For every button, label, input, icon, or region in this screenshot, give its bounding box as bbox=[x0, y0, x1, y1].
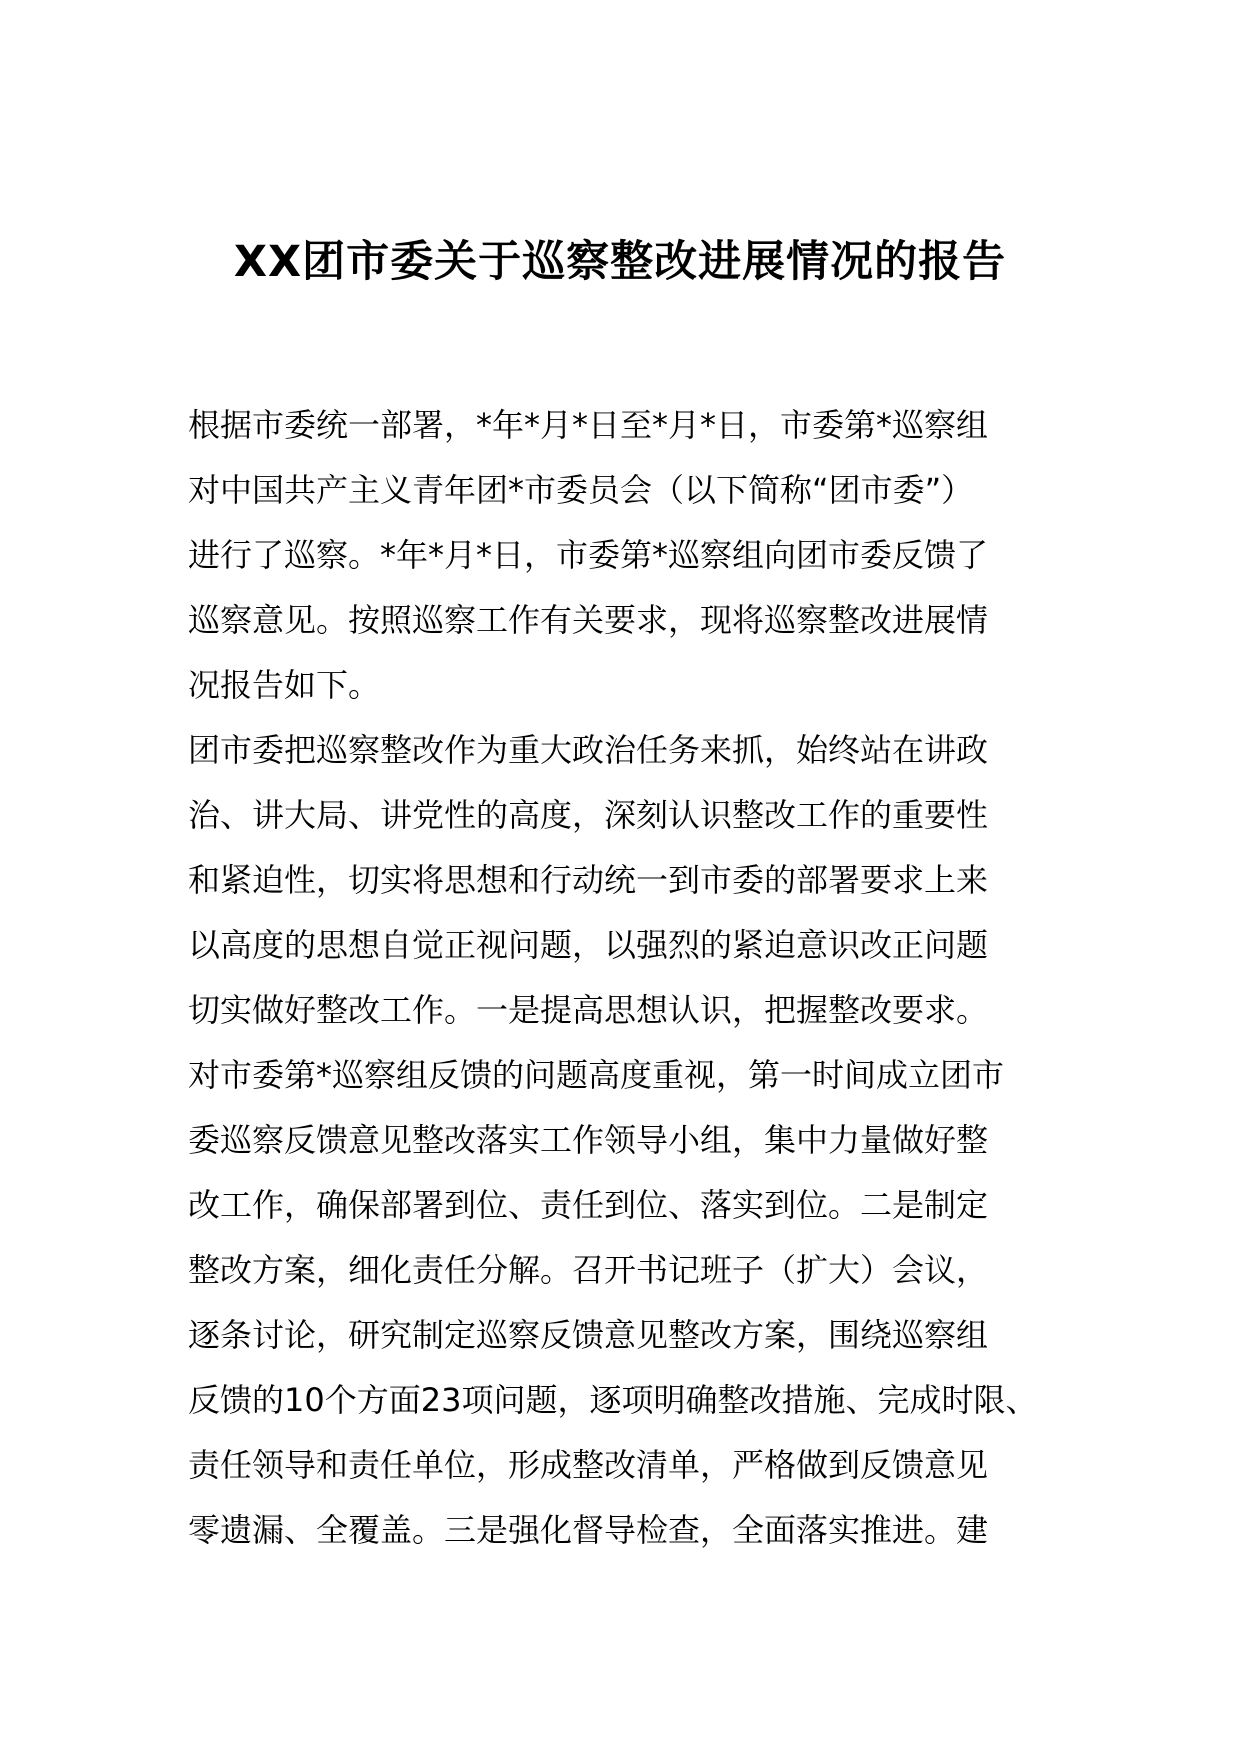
paragraph-1-line-2: 对中国共产主义青年团*市委员会（以下简称“团市委”） bbox=[188, 471, 974, 509]
paragraph-2-line-9: 整改方案，细化责任分解。召开书记班子（扩大）会议， bbox=[188, 1251, 989, 1289]
document-body bbox=[188, 393, 1068, 1563]
paragraph-2-line-3: 和紧迫性，切实将思想和行动统一到市委的部署要求上来 bbox=[188, 861, 989, 899]
paragraph-1-line-1: 根据市委统一部署，*年*月*日至*月*日，市委第*巡察组 bbox=[188, 406, 989, 444]
paragraph-2-line-7: 委巡察反馈意见整改落实工作领导小组，集中力量做好整 bbox=[188, 1121, 989, 1159]
paragraph-1-line-3: 进行了巡察。*年*月*日，市委第*巡察组向团市委反馈了 bbox=[188, 536, 989, 574]
paragraph-2-line-11: 反馈的10个方面23项问题，逐项明确整改措施、完成时限、 bbox=[188, 1381, 1038, 1419]
document-title: XX团市委关于巡察整改进展情况的报告 bbox=[233, 236, 1007, 287]
paragraph-2-line-4: 以高度的思想自觉正视问题，以强烈的紧迫意识改正问题 bbox=[188, 926, 989, 964]
paragraph-2-line-6: 对市委第*巡察组反馈的问题高度重视，第一时间成立团市 bbox=[188, 1056, 1005, 1094]
paragraph-1-line-4: 巡察意见。按照巡察工作有关要求，现将巡察整改进展情 bbox=[188, 601, 989, 639]
paragraph-2-line-10: 逐条讨论，研究制定巡察反馈意见整改方案，围绕巡察组 bbox=[188, 1316, 989, 1354]
paragraph-2-line-12: 责任领导和责任单位，形成整改清单，严格做到反馈意见 bbox=[188, 1446, 989, 1484]
paragraph-1-line-5: 况报告如下。 bbox=[188, 666, 381, 704]
paragraph-2-line-2: 治、讲大局、讲党性的高度，深刻认识整改工作的重要性 bbox=[188, 796, 989, 834]
paragraph-2-line-8: 改工作，确保部署到位、责任到位、落实到位。二是制定 bbox=[188, 1186, 989, 1224]
paragraph-2-line-13: 零遗漏、全覆盖。三是强化督导检查，全面落实推进。建 bbox=[188, 1511, 989, 1549]
paragraph-2-line-1: 团市委把巡察整改作为重大政治任务来抓，始终站在讲政 bbox=[188, 731, 989, 769]
paragraph-2-line-5: 切实做好整改工作。一是提高思想认识，把握整改要求。 bbox=[188, 991, 989, 1029]
